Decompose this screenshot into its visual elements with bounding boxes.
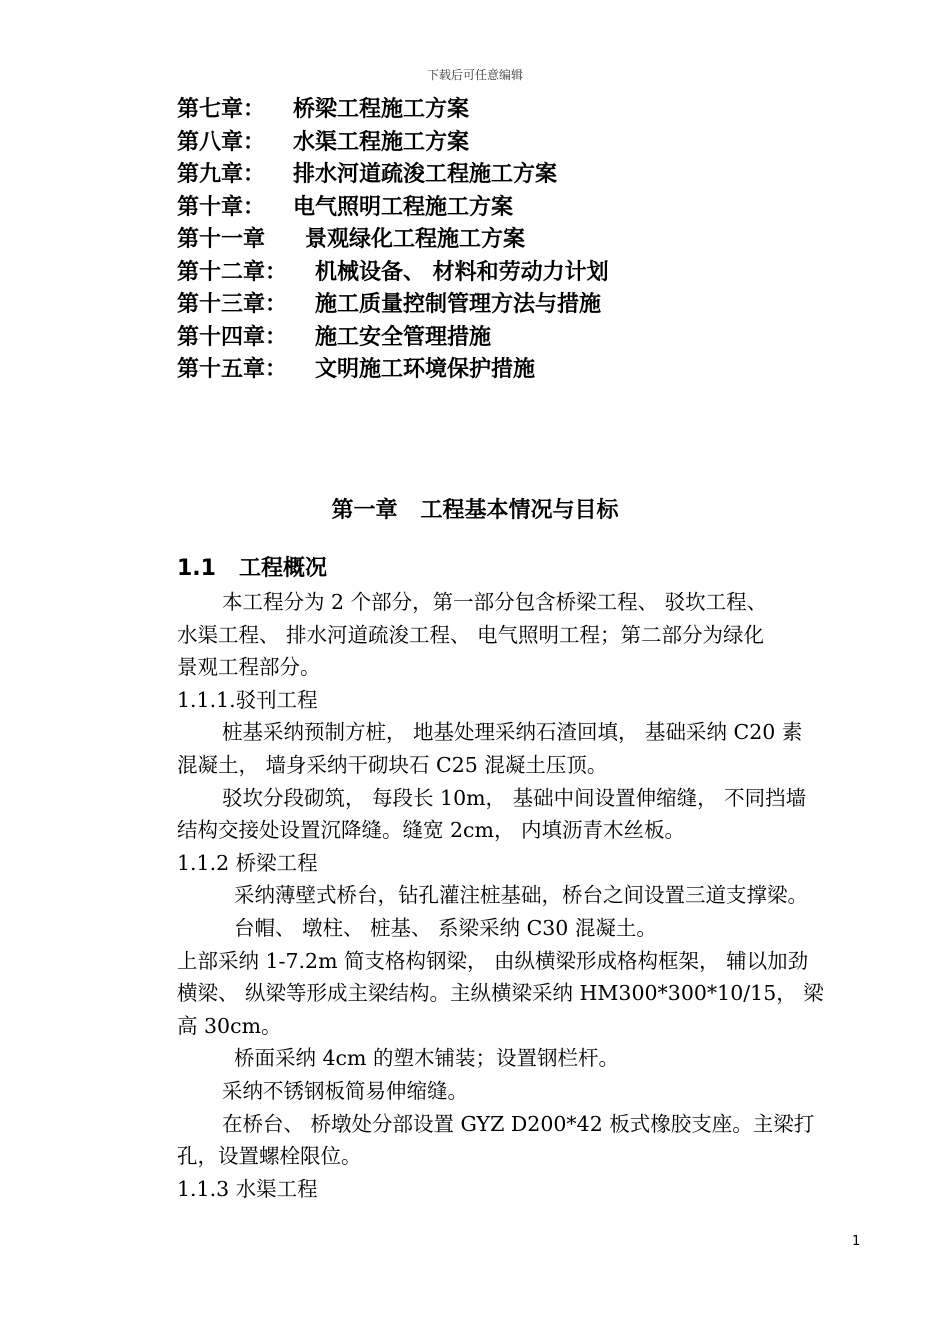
toc-chapter-title: 排水河道疏浚工程施工方案	[293, 162, 558, 187]
toc-entry	[177, 322, 877, 355]
toc-entry	[177, 289, 877, 322]
toc-chapter-number: 第七章：	[177, 97, 266, 122]
toc-chapter-number: 第九章：	[177, 162, 266, 187]
table-of-contents	[177, 94, 877, 387]
text-line: 上部采纳 1-7.2m 简支格构钢梁， 由纵横梁形成格构框架， 辅以加劲	[177, 948, 809, 973]
text-line: 台帽、 墩柱、 桩基、 系梁采纳 C30 混凝土。	[234, 915, 657, 940]
toc-entry	[177, 224, 877, 257]
text-line: 景观工程部分。	[177, 655, 321, 680]
toc-chapter-number: 第十章：	[177, 194, 266, 220]
text-line: 采纳不锈钢板简易伸缩缝。	[222, 1078, 468, 1103]
toc-entry	[177, 354, 877, 387]
text-line: 横梁、 纵梁等形成主梁结构。主纵横梁采纳 HM300*300*10/15， 梁	[177, 981, 824, 1006]
toc-chapter-title: 桥梁工程施工方案	[293, 97, 470, 122]
text-line: 桩基采纳预制方桩， 地基处理采纳石渣回填， 基础采纳 C20 素	[222, 720, 803, 745]
body-text	[177, 586, 867, 1205]
toc-chapter-number: 第十五章：	[177, 357, 288, 382]
section-heading: 1.1 工程概况	[177, 556, 327, 581]
toc-entry	[177, 192, 877, 225]
toc-entry	[177, 159, 877, 192]
subsection-heading: 1.1.2 桥梁工程	[177, 850, 318, 875]
chapter-title: 第一章 工程基本情况与目标	[331, 498, 619, 523]
text-line: 本工程分为 2 个部分，第一部分包含桥梁工程、 驳坎工程、	[222, 590, 768, 614]
toc-chapter-number: 第十四章：	[177, 324, 288, 350]
text-line: 混凝土， 墙身采纳干砌块石 C25 混凝土压顶。	[177, 752, 608, 777]
toc-chapter-title: 机械设备、 材料和劳动力计划	[315, 259, 609, 285]
text-line: 高 30cm。	[177, 1013, 282, 1038]
toc-entry	[177, 127, 877, 160]
toc-chapter-title: 景观绿化工程施工方案	[305, 227, 526, 252]
text-line: 采纳薄壁式桥台，钻孔灌注桩基础，桥台之间设置三道支撑梁。	[234, 883, 808, 908]
text-line: 结构交接处设置沉降缝。缝宽 2cm， 内填沥青木丝板。	[177, 818, 685, 843]
toc-chapter-number: 第十二章：	[177, 259, 288, 285]
text-line: 驳坎分段砌筑， 每段长 10m， 基础中间设置伸缩缝， 不同挡墙	[222, 785, 807, 810]
toc-chapter-title: 施工安全管理措施	[315, 324, 492, 350]
page-number: 1	[852, 1234, 861, 1249]
toc-chapter-title: 电气照明工程施工方案	[293, 194, 514, 220]
toc-entry	[177, 94, 877, 127]
text-line: 孔，设置螺栓限位。	[177, 1144, 362, 1169]
text-line: 在桥台、 桥墩处分部设置 GYZ D200*42 板式橡胶支座。主梁打	[222, 1111, 815, 1136]
toc-chapter-title: 文明施工环境保护措施	[315, 357, 536, 382]
header-note: 下载后可任意编辑	[426, 68, 523, 82]
text-line: 水渠工程、 排水河道疏浚工程、 电气照明工程；第二部分为绿化	[177, 622, 765, 647]
subsection-heading: 1.1.3 水渠工程	[177, 1176, 318, 1201]
toc-chapter-number: 第十三章：	[177, 292, 288, 317]
subsection-heading: 1.1.1.驳刊工程	[177, 687, 318, 712]
text-line: 桥面采纳 4cm 的塑木铺装；设置钢栏杆。	[234, 1046, 619, 1071]
toc-chapter-number: 第八章：	[177, 129, 266, 155]
toc-chapter-title: 水渠工程施工方案	[293, 129, 470, 155]
toc-chapter-number: 第十一章	[177, 227, 266, 252]
toc-chapter-title: 施工质量控制管理方法与措施	[315, 292, 602, 317]
toc-entry	[177, 257, 877, 290]
